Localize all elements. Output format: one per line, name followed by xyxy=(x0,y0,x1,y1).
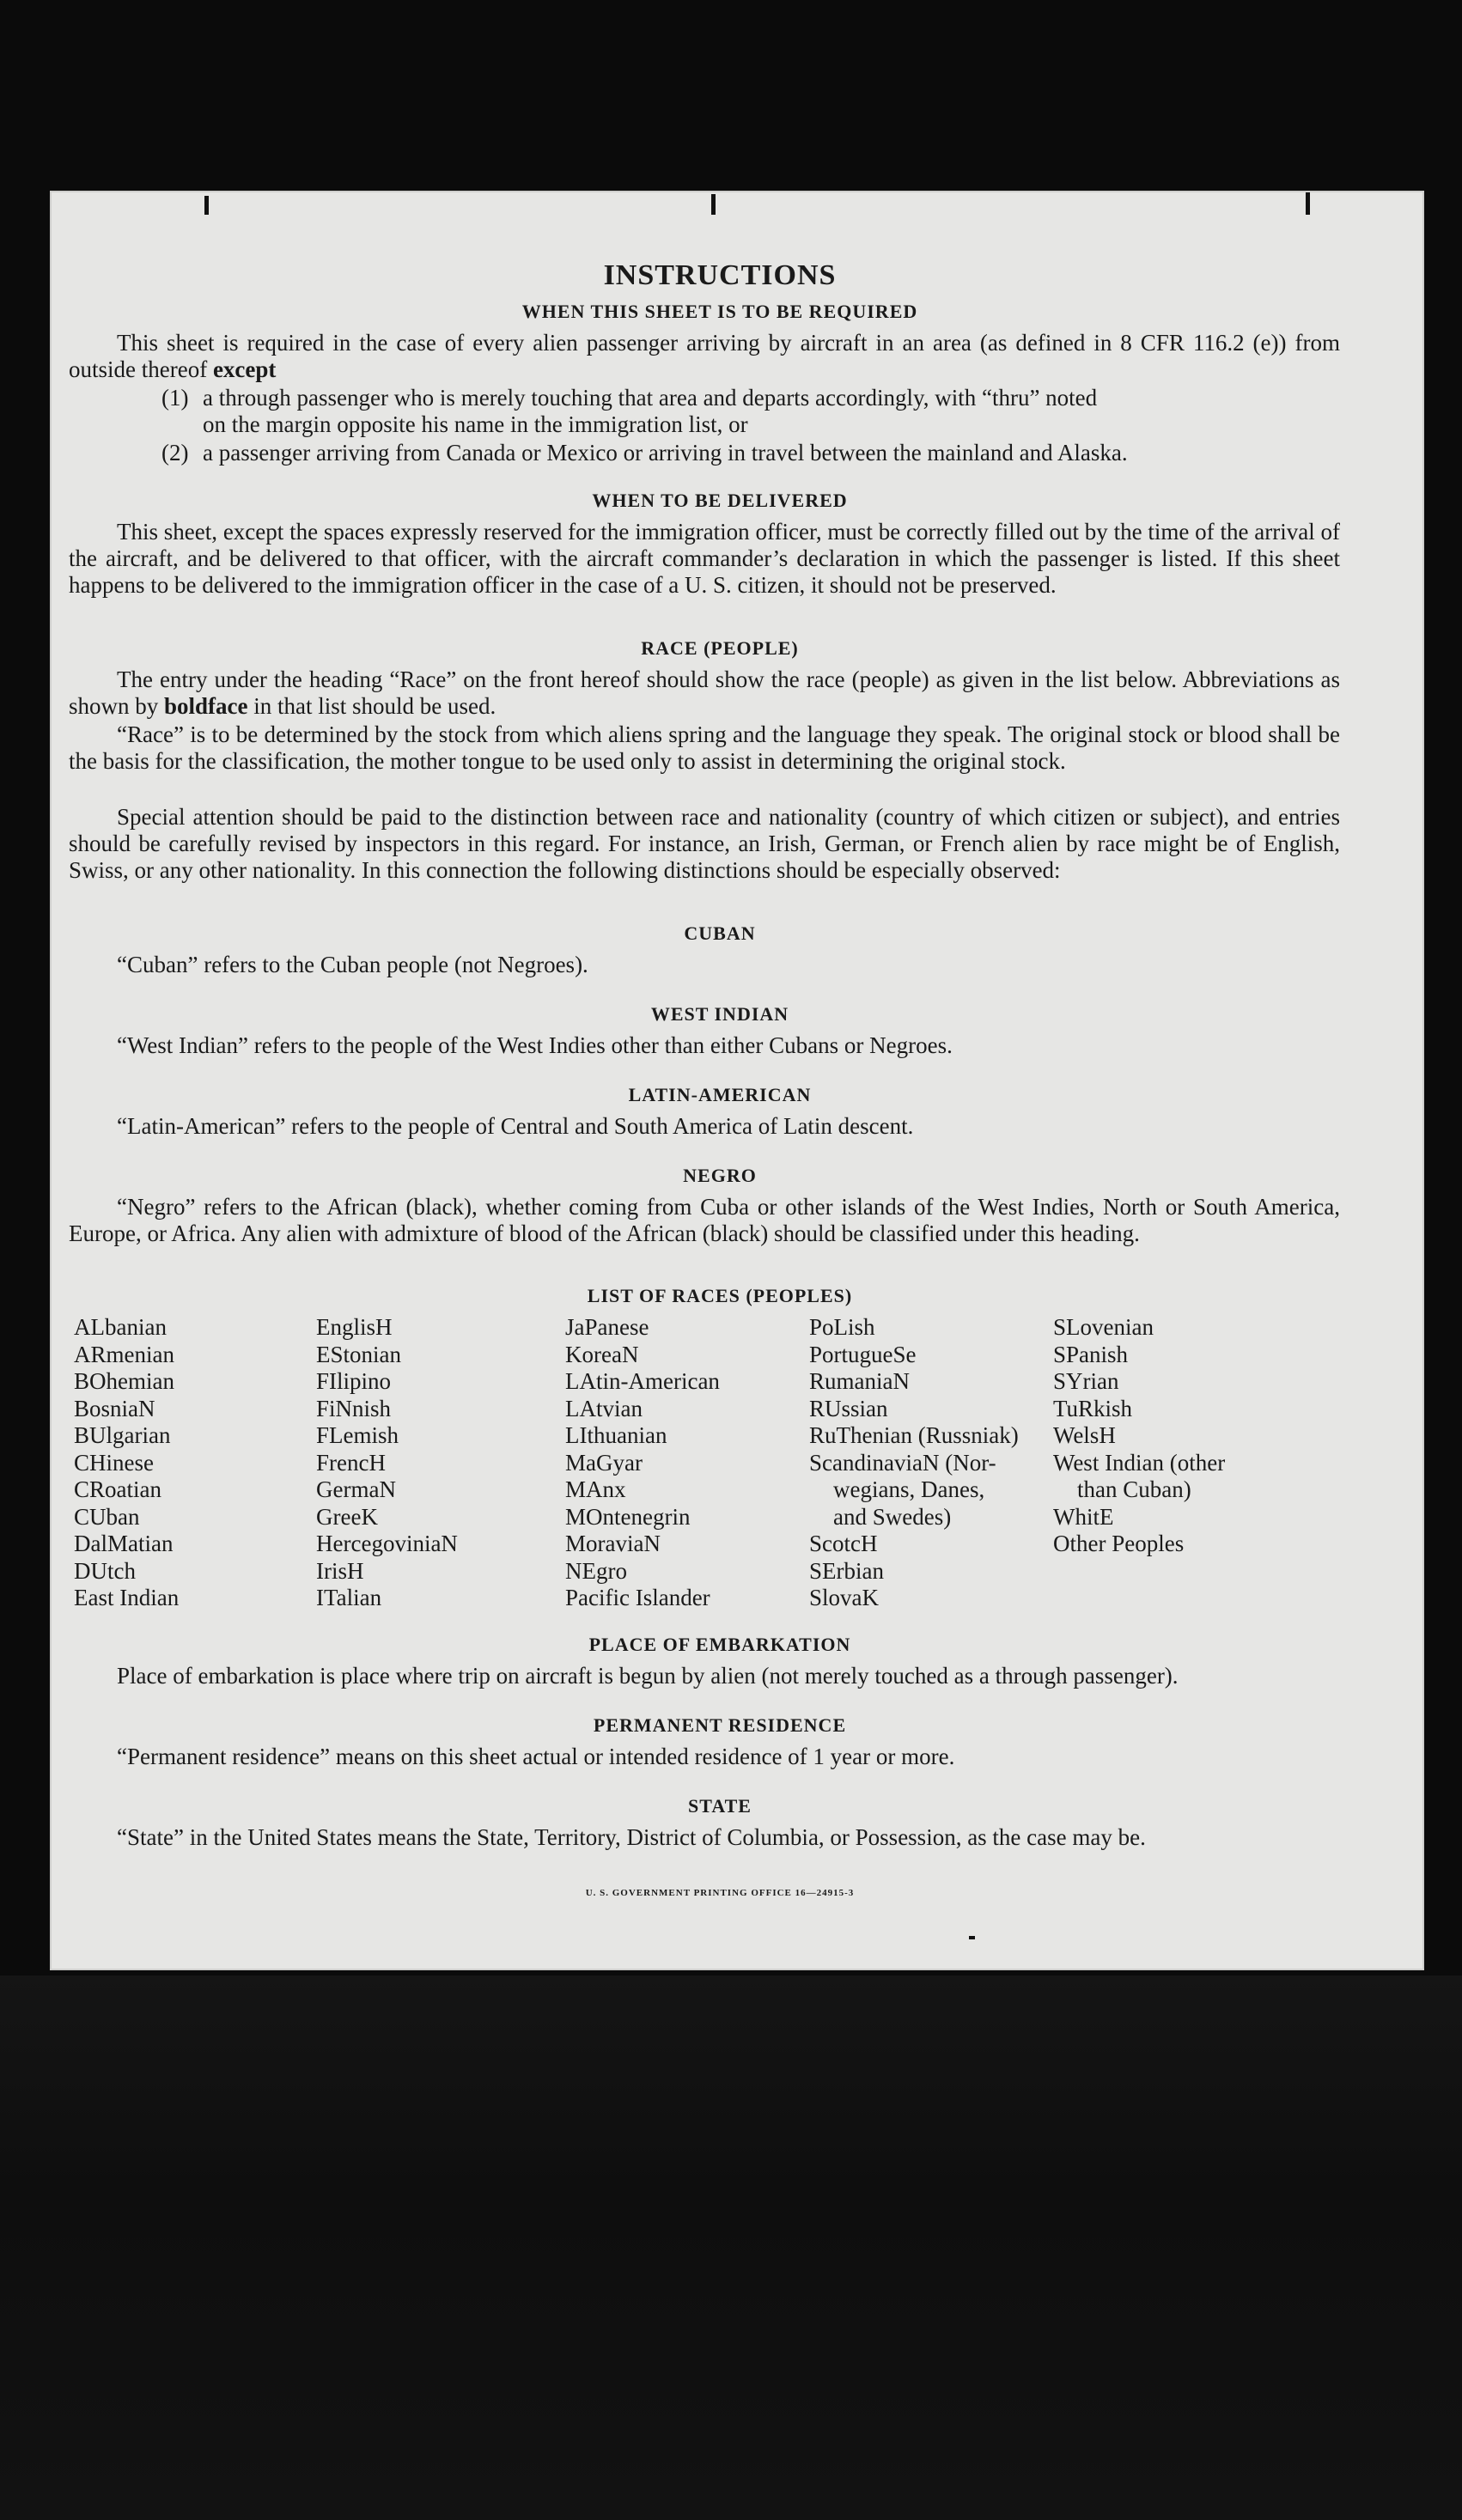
race-item: GermaN xyxy=(316,1476,396,1502)
race-item: BOhemian xyxy=(74,1368,174,1394)
race-item: FLemish xyxy=(316,1422,399,1448)
page-title: INSTRUCTIONS xyxy=(603,259,837,291)
list-item-1: (1) a through passenger who is merely touching that area and departs accordingly, with “thru” noted on the margin opposite his name in the immigration list, or xyxy=(161,385,1098,437)
race-item: WhitE xyxy=(1053,1503,1114,1530)
race-item: ScandinaviaN (Nor- xyxy=(809,1449,996,1476)
race-item: RumaniaN xyxy=(809,1368,910,1394)
race-item: WelsH xyxy=(1053,1422,1116,1448)
list-item-2: (2) a passenger arriving from Canada or Mexico or arriving in travel between the mainland and Alaska. xyxy=(161,440,1128,466)
race-item: MaGyar xyxy=(565,1449,643,1476)
paragraph-latin-american: “Latin-American” refers to the people of Central and South America of Latin descent. xyxy=(117,1113,914,1139)
race-item: PoLish xyxy=(809,1314,875,1340)
race-item: DUtch xyxy=(74,1557,136,1584)
race-item: FIlipino xyxy=(316,1368,392,1394)
race-item: CHinese xyxy=(74,1449,154,1476)
heading-embarkation: PLACE OF EMBARKATION xyxy=(588,1634,851,1655)
race-item: NEgro xyxy=(565,1557,627,1584)
paragraph-race-2: “Race” is to be determined by the stock from which aliens spring and the language they speak. The original stock or blood shall be the basis for the classification, the mother tongue to be used only to assist in determining the original stock. xyxy=(69,721,1340,774)
race-item: EStonian xyxy=(316,1341,401,1367)
race-item: ScotcH xyxy=(809,1531,878,1556)
race-item: RuThenian (Russniak) xyxy=(809,1422,1019,1448)
paragraph-cuban: “Cuban” refers to the Cuban people (not Negroes). xyxy=(117,952,588,977)
race-item: CRoatian xyxy=(74,1476,161,1502)
race-item: HercegoviniaN xyxy=(316,1531,458,1556)
race-item: CUban xyxy=(74,1503,140,1530)
race-item: SLovenian xyxy=(1053,1314,1154,1340)
race-item: PortugueSe xyxy=(809,1341,917,1367)
heading-when-delivered: WHEN TO BE DELIVERED xyxy=(592,490,848,511)
heading-when-required: WHEN THIS SHEET IS TO BE REQUIRED xyxy=(521,301,918,322)
heading-cuban: CUBAN xyxy=(684,922,756,944)
race-item: MAnx xyxy=(565,1476,626,1502)
race-item: ARmenian xyxy=(74,1341,174,1367)
race-item: FiNnish xyxy=(316,1395,392,1421)
race-item: KoreaN xyxy=(565,1341,639,1367)
race-item: MOntenegrin xyxy=(565,1503,691,1530)
paragraph-when-delivered: This sheet, except the spaces expressly reserved for the immigration officer, must be correctly filled out by the time of the arrival of the aircraft, and be delivered to that officer, with the aircraft commander’s declaration in which the passenger is listed. If this sheet happens to be delivered to the immigration officer in the case of a U. S. citizen, it should not be preserved. xyxy=(69,519,1340,598)
race-item: Other Peoples xyxy=(1053,1531,1185,1556)
race-item: SErbian xyxy=(809,1557,884,1584)
paragraph-when-required: This sheet is required in the case of every alien passenger arriving by aircraft in an area (as defined in 8 CFR 116.2 (e)) from outside thereof except xyxy=(69,330,1340,382)
paragraph-negro: “Negro” refers to the African (black), whether coming from Cuba or other islands of the West Indies, North or South America, Europe, or Africa. Any alien with admixture of blood of the African (black) should be classified under this heading. xyxy=(69,1194,1340,1246)
race-item: LAtvian xyxy=(565,1395,643,1421)
scan-mark xyxy=(1306,192,1310,215)
race-item: GreeK xyxy=(316,1503,378,1530)
race-item: TuRkish xyxy=(1053,1395,1133,1421)
heading-latin-american: LATIN-AMERICAN xyxy=(628,1084,812,1105)
race-item: EnglisH xyxy=(316,1314,393,1340)
race-item: than Cuban) xyxy=(1077,1476,1191,1502)
heading-list-of-races: LIST OF RACES (PEOPLES) xyxy=(587,1285,853,1306)
race-item: SPanish xyxy=(1053,1341,1129,1367)
race-column-2 xyxy=(316,1314,458,1612)
paragraph-state: “State” in the United States means the State, Territory, District of Columbia, or Possession, as the case may be. xyxy=(117,1824,1146,1850)
race-item: BUlgarian xyxy=(74,1422,171,1448)
heading-west-indian: WEST INDIAN xyxy=(650,1003,789,1025)
heading-race: RACE (PEOPLE) xyxy=(641,637,799,659)
scan-mark xyxy=(969,1936,975,1939)
race-item: DalMatian xyxy=(74,1531,174,1556)
printer-imprint: U. S. GOVERNMENT PRINTING OFFICE 16—24915-3 xyxy=(585,1888,855,1898)
race-item: LIthuanian xyxy=(565,1422,667,1448)
race-item: LAtin-American xyxy=(565,1368,720,1394)
race-item: wegians, Danes, xyxy=(833,1476,985,1502)
scan-background xyxy=(0,1975,1462,2520)
instruction-sheet xyxy=(50,191,1424,1970)
paragraph-embarkation: Place of embarkation is place where trip on aircraft is begun by alien (not merely touched as a through passenger). xyxy=(117,1663,1179,1689)
race-item: RUssian xyxy=(809,1395,888,1421)
scan-mark xyxy=(204,196,209,215)
race-item: Pacific Islander xyxy=(565,1585,710,1610)
heading-negro: NEGRO xyxy=(683,1165,757,1186)
race-item: SYrian xyxy=(1053,1368,1119,1394)
paragraph-permanent-residence: “Permanent residence” means on this sheet actual or intended residence of 1 year or more. xyxy=(117,1744,955,1769)
race-column-1 xyxy=(74,1314,179,1612)
paragraph-race-3: Special attention should be paid to the distinction between race and nationality (country of which citizen or subject), and entries should be carefully revised by inspectors in this regard. For instance, an Irish, German, or French alien by race might be of English, Swiss, or any other nationality. In this connection the following distinctions should be especially observed: xyxy=(69,804,1340,883)
race-column-3 xyxy=(565,1314,720,1612)
race-item: East Indian xyxy=(74,1585,180,1610)
paragraph-west-indian: “West Indian” refers to the people of the West Indies other than either Cubans or Negroes. xyxy=(117,1032,953,1058)
race-item: IrisH xyxy=(316,1557,364,1584)
race-item: SlovaK xyxy=(809,1585,879,1610)
scan-mark xyxy=(711,194,716,215)
race-column-4 xyxy=(809,1314,1019,1612)
race-item: and Swedes) xyxy=(833,1503,952,1530)
race-item: BosniaN xyxy=(74,1395,155,1421)
heading-state: STATE xyxy=(688,1795,752,1817)
race-item: West Indian (other xyxy=(1053,1449,1226,1476)
paragraph-race-1: The entry under the heading “Race” on the front hereof should show the race (people) as given in the list below. Abbreviations as shown by boldface in that list should be used. xyxy=(69,667,1340,719)
race-item: ALbanian xyxy=(74,1314,167,1340)
race-item: JaPanese xyxy=(565,1314,649,1340)
race-item: ITalian xyxy=(316,1585,382,1610)
race-column-5 xyxy=(1053,1314,1225,1558)
race-item: MoraviaN xyxy=(565,1531,661,1556)
heading-permanent-residence: PERMANENT RESIDENCE xyxy=(593,1714,847,1736)
race-item: FrencH xyxy=(316,1449,386,1476)
